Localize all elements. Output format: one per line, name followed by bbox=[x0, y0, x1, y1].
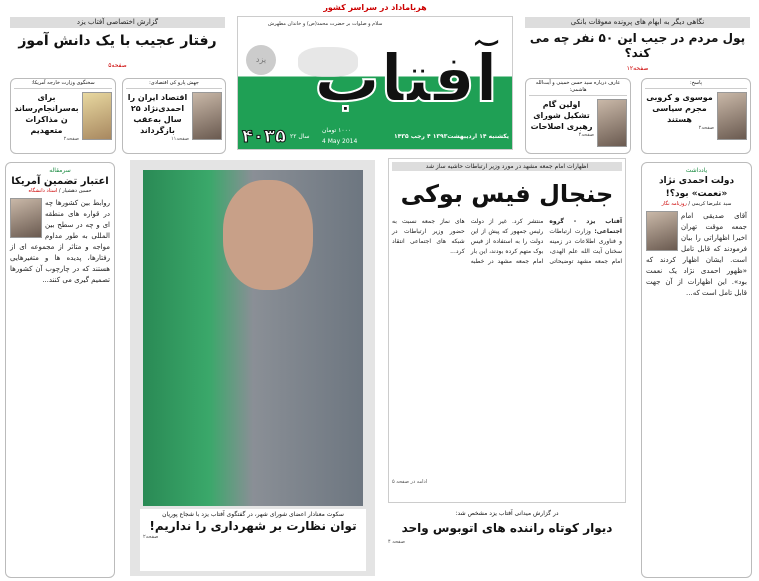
main-kicker: اظهارات امام جمعه مشهد در مورد وزیر ارتباطات حاشیه ساز شد bbox=[392, 162, 622, 171]
note-column[interactable]: یادداشت دولت احمدی نژاد «نعمت» بود؟! سید علیرضا کریمی / روزنامه نگار آقای صدیقی امام جمعه موقت تهران اخیرا اظهاراتی را بیان فرمودند که قابل تامل است. ایشان اظهار کردند که «ظهور احمدی نژاد یک نعمت بود». این اظهارات از آن جهت قابل تامل است که... bbox=[641, 162, 752, 578]
teaser-headline: موسوی و کروبی مجرم سیاسی هستند bbox=[646, 93, 713, 124]
top-right-headline[interactable]: پول مردم در جیب این ۵۰ نفر چه می کند؟ bbox=[529, 31, 746, 60]
year: سال ۲۲ bbox=[290, 133, 310, 140]
teaser-kicker: عارف درباره سید حسن خمینی و آیت‌الله هاشمی: bbox=[529, 79, 627, 96]
teaser-page: صفحه۱۱ bbox=[170, 136, 189, 142]
top-right-page: صفحه۱۲ bbox=[626, 65, 649, 72]
teaser-kicker: پاسخ: bbox=[645, 79, 747, 89]
editorial-body: روابط بین کشورها چه در قواره های منطقه ای و چه در سطح بین المللی به طور مداوم مواجه و متاثر از مجموعه ای از رفتارها، پدیده ها و متغیرهایی هستند که در چارچوب آن کشورها تصمیم گیری می کنند... bbox=[10, 199, 110, 284]
editorial-column[interactable]: سرمقاله اعتبار تضمین آمریکا حسین دهشیار / استاد دانشگاه روابط بین کشورها چه در قواره های منطقه ای و چه در سطح بین المللی به طور مداوم مواجه و متاثر از مجموعه ای از رفتارها، پدیده ها و متغیرهایی هستند که در چارچوب آن کشورها تصمیم گیری می کنند... bbox=[5, 162, 115, 578]
teaser-box-mousavi[interactable] bbox=[641, 78, 751, 154]
person-photo bbox=[192, 92, 222, 140]
teaser-page: صفحه۲ bbox=[698, 125, 714, 131]
main-headline: جنجال فیس بوکی bbox=[400, 180, 614, 208]
teaser-kicker: سخنگوی وزارت خارجه آمریکا: bbox=[14, 79, 112, 89]
note-body: آقای صدیقی امام جمعه موقت تهران اخیرا اظهاراتی را بیان فرمودند که قابل تامل است. ایشان اظهار کردند که «ظهور احمدی نژاد یک نعمت بود». این اظهارات از آن جهت قابل تامل است که... bbox=[646, 212, 747, 297]
person-photo bbox=[717, 92, 747, 140]
greeting: سلام و صلوات بر حضرت محمد(ص) و خاندان مطهرش bbox=[268, 21, 383, 27]
logo-title: آفتاب bbox=[314, 40, 498, 117]
person-photo bbox=[597, 99, 627, 147]
date-en: 4 May 2014 bbox=[322, 138, 358, 145]
bottom-kicker: در گزارش میدانی آفتاب یزد مشخص شد: bbox=[455, 510, 559, 517]
tagline: هرباماداد در سراسر کشور bbox=[323, 3, 427, 12]
top-left-page: صفحه۵ bbox=[108, 62, 127, 69]
yazd-badge: یزد bbox=[246, 45, 276, 75]
note-label: یادداشت bbox=[685, 167, 708, 174]
note-headline: دولت احمدی نژاد «نعمت» بود؟! bbox=[658, 176, 735, 199]
teaser-box-aref[interactable] bbox=[525, 78, 631, 154]
teaser-box-us[interactable] bbox=[10, 78, 116, 154]
price: ۱۰۰۰ تومان bbox=[322, 127, 352, 134]
teaser-box-economy[interactable] bbox=[122, 78, 226, 154]
main-byline: آفتاب یزد - گروه اجتماعی: bbox=[549, 218, 622, 235]
masthead[interactable] bbox=[237, 16, 513, 150]
note-author: سید علیرضا کریمی bbox=[691, 201, 732, 207]
teaser-page: صفحه۲ bbox=[63, 136, 79, 142]
person-face bbox=[223, 180, 313, 290]
editorial-label: سرمقاله bbox=[49, 167, 71, 174]
author-photo bbox=[646, 211, 678, 251]
issue-number: ۴۰۳۵ bbox=[242, 126, 286, 147]
date-fa: یکشنبه ۱۴ اردیبهشت۱۳۹۳ ۴ رجب ۱۴۳۵ bbox=[393, 133, 509, 140]
photo-caption: سکوت معنادار اعضای شورای شهر، در گفتگوی آفتاب یزد با شجاع پوریان bbox=[162, 511, 344, 518]
photo-story-page: صفحه۲ bbox=[143, 534, 159, 540]
teaser-kicker: جهش پارو کی اقتصادی: bbox=[126, 79, 222, 89]
top-right-kicker: نگاهی دیگر به ابهام های پرونده معوقات بانکی bbox=[525, 17, 750, 28]
top-left-kicker: گزارش اختصاصی آفتاب یزد bbox=[10, 17, 225, 28]
editorial-headline: اعتبار تضمین آمریکا bbox=[11, 176, 109, 187]
photo-story-headline: توان نظارت بر شهرداری را نداریم! bbox=[149, 519, 357, 533]
bottom-headline[interactable]: دیوار کوتاه راننده های اتوبوس واحد bbox=[401, 521, 613, 535]
photo-story[interactable] bbox=[130, 160, 375, 576]
author-photo bbox=[10, 198, 42, 238]
note-author-role: روزنامه نگار bbox=[661, 201, 687, 207]
main-body: وزارت ارتباطات و فناوری اطلاعات در زمینه سخنان آیت الله علم الهدی، امام جمعه مشهد توضیحاتی منتشر کرد. غیر از دولت رئیس جمهور که پیش از این دولت را به استفاده از فیس بوک متهم کرده بودند، این بار امام جمعه مشهد در خطبه های نماز جمعه نسبت به حضور وزیر ارتباطات در شبکه های اجتماعی انتقاد کرد... bbox=[392, 218, 622, 265]
editorial-author: حسین دهشیار bbox=[62, 188, 92, 194]
bottom-story[interactable] bbox=[388, 510, 626, 546]
main-continued: ادامه در صفحه ۵ bbox=[392, 479, 428, 485]
top-left-headline[interactable]: رفتار عجیب با یک دانش آموز bbox=[18, 33, 217, 49]
main-article[interactable] bbox=[388, 158, 626, 503]
teaser-headline: برای به‌سرانجام‌رساندن مذاکرات متعهدیم bbox=[14, 93, 79, 135]
editorial-author-role: استاد دانشگاه bbox=[28, 188, 58, 194]
teaser-headline: اقتصاد ایران را احمدی‌نژاد ۲۵ سال به‌عقب بازگرداند bbox=[127, 93, 188, 135]
bottom-page: صفحه ۴ bbox=[388, 539, 405, 545]
teaser-page: صفحه۴ bbox=[578, 132, 594, 138]
person-photo bbox=[82, 92, 112, 140]
teaser-headline: اولین گام تشکیل شورای رهبری اصلاحات bbox=[530, 100, 593, 131]
lead-photo bbox=[143, 170, 363, 506]
